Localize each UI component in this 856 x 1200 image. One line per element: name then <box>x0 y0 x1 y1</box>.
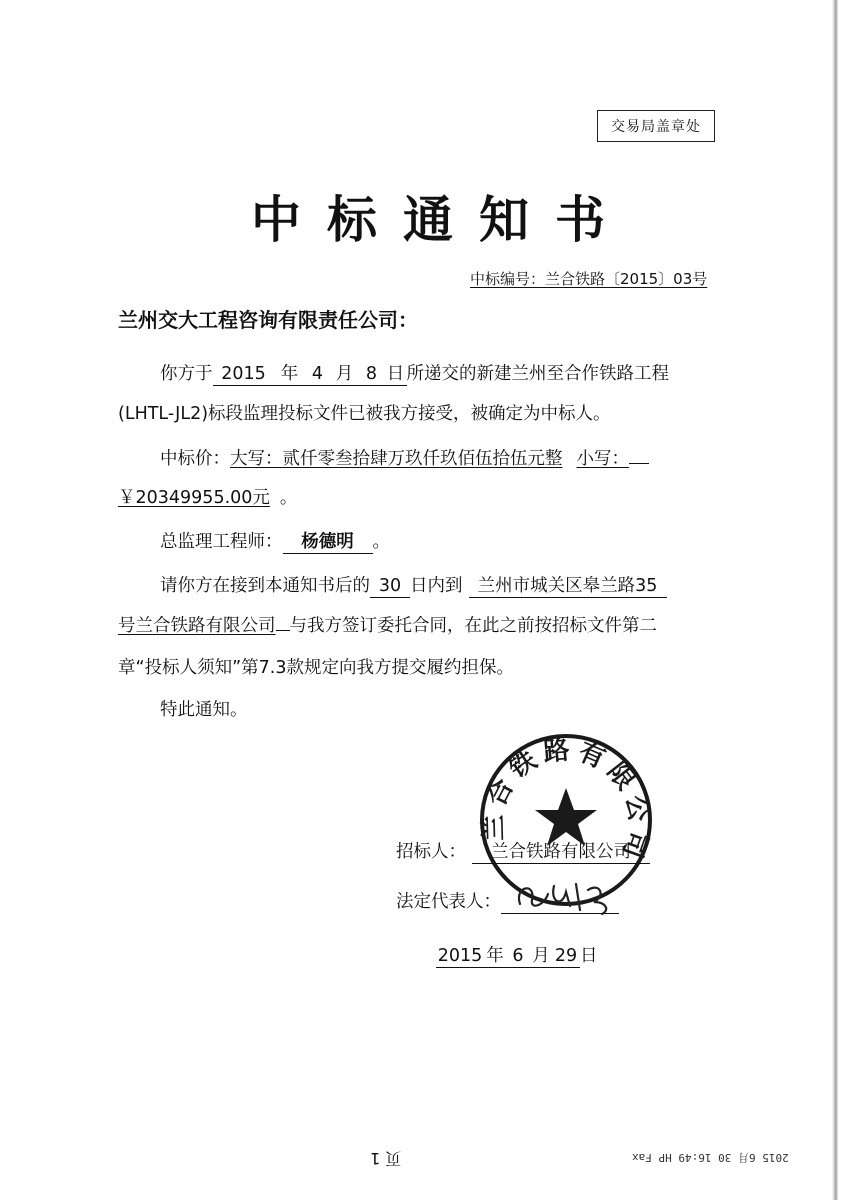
price-lower-blank <box>629 463 649 464</box>
addressee: 兰州交大工程咨询有限责任公司： <box>118 308 418 332</box>
engineer-label: 总监理工程师： <box>160 532 283 552</box>
para1-day-unit: 日 <box>385 363 407 386</box>
date-month: 6 <box>506 945 530 968</box>
closing: 特此通知。 <box>160 700 248 720</box>
tenderer-label: 招标人： <box>396 842 466 862</box>
para1-year: 2015 <box>213 363 275 386</box>
para2-prefix: 请你方在接到本通知书后的 <box>160 576 370 596</box>
price-line1 <box>160 445 649 470</box>
price-upper: 大写：贰仟零叁拾肆万玖仟玖佰伍拾伍元整 <box>230 449 563 469</box>
price-end: 。 <box>279 488 298 508</box>
para1-day: 8 <box>359 363 385 386</box>
engineer-end: 。 <box>372 532 390 552</box>
para2-line2-rest: 与我方签订委托合同，在此之前按招标文件第二 <box>289 616 657 636</box>
para2-place1: 兰州市城关区皋兰路35 <box>469 575 667 598</box>
page-number: 页 1 <box>370 1149 402 1168</box>
date-day: 29 <box>552 945 580 968</box>
tenderer-line <box>396 838 650 864</box>
date-month-unit: 月 <box>530 945 552 968</box>
para2-place2: 号兰合铁路有限公司 <box>118 616 276 636</box>
para2-line1 <box>160 572 667 598</box>
seal-arc-text: 兰合铁路有限公司 <box>478 734 654 868</box>
legal-rep-label: 法定代表人： <box>396 892 501 912</box>
para1-prefix: 你方于 <box>160 364 213 384</box>
para2-place2-blank <box>276 630 290 631</box>
stamp-area-box <box>597 110 715 142</box>
fax-header: 2015 6月 30 16:49 HP Fax <box>632 1151 789 1164</box>
engineer-name: 杨德明 <box>283 531 373 554</box>
para2-days-text: 日内到 <box>410 576 463 596</box>
para1-month: 4 <box>305 363 331 386</box>
engineer-line <box>160 528 390 554</box>
price-line2 <box>118 484 297 509</box>
price-label: 中标价： <box>160 449 230 469</box>
para1-line1 <box>160 360 669 386</box>
handwritten-signature <box>510 876 620 916</box>
stamp-area-label: 交易局盖章处 <box>611 119 701 135</box>
para1-text: 所递交的新建兰州至合作铁路工程 <box>406 364 669 384</box>
date-year-unit: 年 <box>484 945 506 968</box>
para1-year-unit: 年 <box>275 363 305 386</box>
price-lower-value: ￥20349955.00元 <box>118 488 270 508</box>
para2-line3: 章“投标人须知”第7.3款规定向我方提交履约担保。 <box>118 658 514 678</box>
price-lower-label: 小写： <box>576 449 629 469</box>
tenderer-name: 兰合铁路有限公司 <box>472 841 650 864</box>
date-year: 2015 <box>437 946 483 966</box>
para2-line2 <box>118 612 657 637</box>
date-line <box>436 942 598 968</box>
para1-line2: (LHTL-JL2)标段监理投标文件已被我方接受，被确定为中标人。 <box>118 404 611 424</box>
date-day-unit: 日 <box>580 946 598 966</box>
document-title: 中标通知书 <box>251 191 631 249</box>
para2-days: 30 <box>370 575 410 598</box>
reference-number: 中标编号：兰合铁路〔2015〕03号 <box>470 270 708 288</box>
para1-month-unit: 月 <box>331 363 359 386</box>
